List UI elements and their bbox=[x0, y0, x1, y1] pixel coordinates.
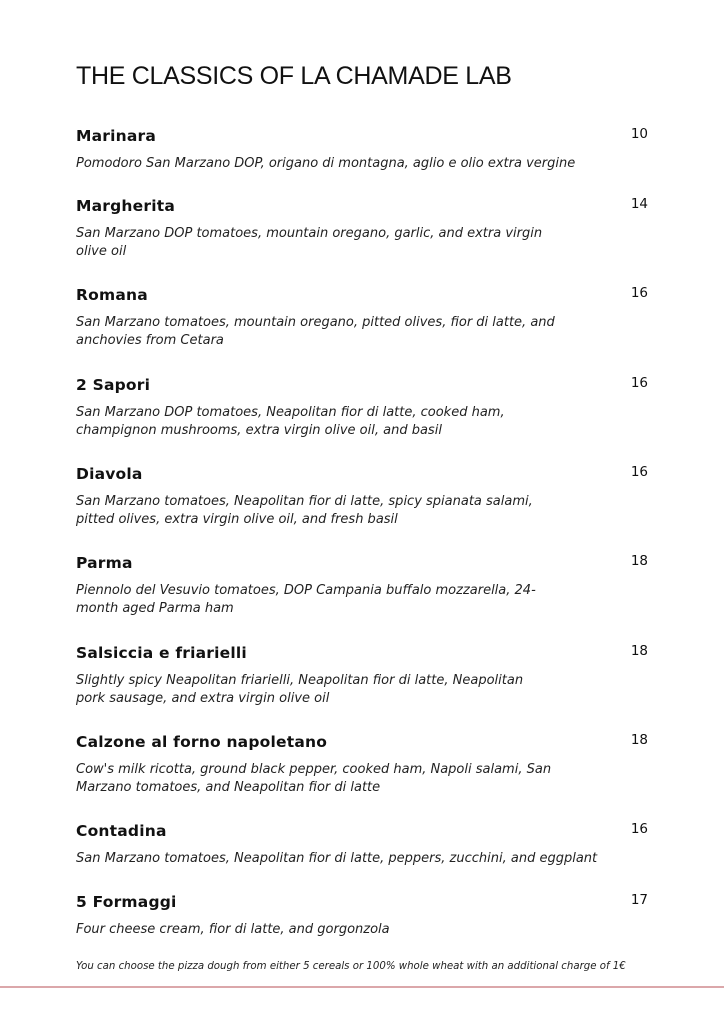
item-name: Marinara bbox=[76, 127, 157, 145]
item-description: San Marzano tomatoes, mountain oregano, pitted olives, fior di latte, and anchovies from Cetara bbox=[76, 315, 555, 348]
item-name: Margherita bbox=[76, 197, 175, 215]
item-description: Slightly spicy Neapolitan friarielli, Neapolitan fior di latte, Neapolitan pork sausage, and extra virgin olive oil bbox=[76, 673, 524, 706]
item-price: 16 bbox=[630, 464, 648, 480]
item-name: Salsiccia e friarielli bbox=[76, 644, 247, 662]
menu-item bbox=[76, 126, 648, 173]
item-description: Pomodoro San Marzano DOP, origano di montagna, aglio e olio extra vergine bbox=[76, 156, 576, 171]
item-description: Cow's milk ricotta, ground black pepper, cooked ham, Napoli salami, San Marzano tomatoes, and Neapolitan fior di latte bbox=[76, 762, 552, 795]
footer-note: You can choose the pizza dough from either 5 cereals or 100% whole wheat with an additional charge of 1€ bbox=[76, 961, 626, 972]
item-price: 16 bbox=[630, 375, 648, 391]
item-description: San Marzano DOP tomatoes, Neapolitan fior di latte, cooked ham, champignon mushrooms, extra virgin olive oil, and basil bbox=[76, 405, 505, 438]
menu-item bbox=[76, 553, 648, 618]
item-name: Contadina bbox=[76, 822, 167, 840]
page-title: THE CLASSICS OF LA CHAMADE LAB bbox=[76, 62, 512, 90]
item-name: Parma bbox=[76, 554, 133, 572]
item-price: 10 bbox=[630, 126, 648, 142]
menu-item bbox=[76, 732, 648, 797]
divider bbox=[0, 986, 724, 988]
item-name: 2 Sapori bbox=[76, 376, 151, 394]
menu-item bbox=[76, 196, 648, 261]
item-price: 16 bbox=[630, 821, 648, 837]
item-price: 18 bbox=[630, 553, 648, 569]
menu-item bbox=[76, 464, 648, 529]
menu-item bbox=[76, 892, 648, 939]
item-description: Piennolo del Vesuvio tomatoes, DOP Campania buffalo mozzarella, 24-month aged Parma ham bbox=[76, 583, 536, 616]
item-price: 17 bbox=[630, 892, 648, 908]
menu-item bbox=[76, 285, 648, 350]
item-name: Romana bbox=[76, 286, 148, 304]
item-price: 18 bbox=[630, 643, 648, 659]
menu-item bbox=[76, 643, 648, 708]
item-price: 18 bbox=[630, 732, 648, 748]
menu-item bbox=[76, 375, 648, 440]
item-price: 16 bbox=[630, 285, 648, 301]
item-description: San Marzano DOP tomatoes, mountain oregano, garlic, and extra virgin olive oil bbox=[76, 226, 543, 259]
item-description: Four cheese cream, fior di latte, and gorgonzola bbox=[76, 922, 390, 937]
menu-item bbox=[76, 821, 648, 868]
item-description: San Marzano tomatoes, Neapolitan fior di latte, spicy spianata salami, pitted olives, extra virgin olive oil, and fresh basil bbox=[76, 494, 533, 527]
item-name: Diavola bbox=[76, 465, 143, 483]
item-price: 14 bbox=[630, 196, 648, 212]
item-name: 5 Formaggi bbox=[76, 893, 177, 911]
item-description: San Marzano tomatoes, Neapolitan fior di latte, peppers, zucchini, and eggplant bbox=[76, 851, 598, 866]
item-name: Calzone al forno napoletano bbox=[76, 733, 328, 751]
